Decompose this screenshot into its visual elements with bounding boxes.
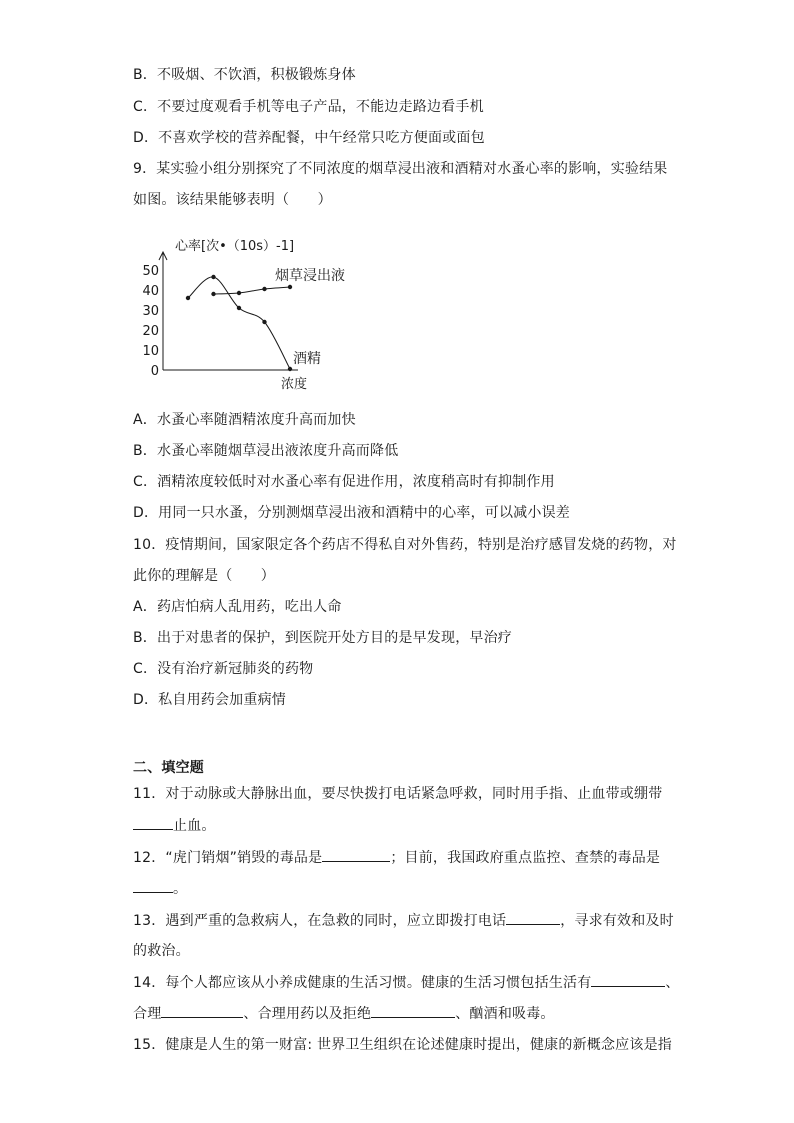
y-tick-label: 20 (142, 324, 159, 339)
data-point-alcohol (262, 320, 266, 324)
q14-blank-2[interactable] (161, 1003, 243, 1018)
q14-part2: 、 (665, 975, 680, 991)
y-tick-label: 10 (142, 344, 159, 359)
q13-line2: 的救治。 (133, 943, 190, 959)
q11-line2 (133, 815, 216, 836)
q9-option-c: C．酒精浓度较低时对水蚤心率有促进作用，浓度稍高时有抑制作用 (133, 474, 555, 490)
q9-option-a: A．水蚤心率随酒精浓度升高而加快 (133, 412, 356, 428)
q10-option-b: B．出于对患者的保护，到医院开处方目的是早发现，早治疗 (133, 630, 513, 646)
y-tick-label: 40 (142, 284, 159, 299)
q12-part2: ；目前，我国政府重点监控、查禁的毒品是 (390, 850, 661, 866)
q13-part1: 13．遇到严重的急救病人，在急救的同时，应立即拨打电话 (133, 913, 507, 929)
q10-stem-line2: 此你的理解是（ ） (133, 568, 275, 584)
q10-stem-line1: 10．疫情期间，国家限定各个药店不得私自对外售药，特别是治疗感冒发烧的药物，对 (133, 537, 677, 553)
q14-line2-part2: 、合理用药以及拒绝 (243, 1006, 372, 1022)
q14-blank-1[interactable] (591, 972, 665, 987)
data-point-alcohol (186, 296, 190, 300)
q9-stem-line2: 如图。该结果能够表明（ ） (133, 192, 332, 208)
q11-line1: 11．对于动脉或大静脉出血，要尽快拨打电话紧急呼救，同时用手指、止血带或绷带 (133, 786, 663, 802)
data-point-tobacco (288, 285, 292, 289)
q15-line1: 15．健康是人生的第一财富: 世界卫生组织在论述健康时提出，健康的新概念应该是指 (133, 1037, 672, 1053)
q14-line2-part3: 、酗酒和吸毒。 (455, 1006, 555, 1022)
q14-line2 (133, 1003, 555, 1024)
q10-option-a: A．药店怕病人乱用药，吃出人命 (133, 599, 342, 615)
q14-line1 (133, 972, 680, 993)
q12-blank-1[interactable] (322, 847, 390, 862)
q10-option-c: C．没有治疗新冠肺炎的药物 (133, 661, 314, 677)
q8-option-c: C．不要过度观看手机等电子产品，不能边走路边看手机 (133, 99, 484, 115)
q13-blank[interactable] (506, 910, 560, 925)
data-point-alcohol (211, 275, 215, 279)
q13-line1 (133, 910, 674, 931)
series-label-tobacco: 烟草浸出液 (275, 268, 345, 284)
q11-blank[interactable] (133, 815, 173, 830)
q12-part1: 12．“虎门销烟”销毁的毒品是 (133, 850, 323, 866)
data-point-tobacco (211, 292, 215, 296)
section-title-fill-blank: 二、填空题 (133, 760, 204, 776)
q9-option-b: B．水蚤心率随烟草浸出液浓度升高而降低 (133, 443, 399, 459)
data-point-alcohol (288, 367, 292, 371)
data-point-alcohol (237, 306, 241, 310)
x-axis-label: 浓度 (281, 377, 308, 392)
q12-line2-text: 。 (173, 881, 188, 897)
q11-line2-text: 止血。 (173, 818, 216, 834)
q12-blank-2[interactable] (133, 878, 173, 893)
q9-option-d: D．用同一只水蚤，分别测烟草浸出液和酒精中的心率，可以减小误差 (133, 505, 570, 521)
q12-line2 (133, 878, 187, 899)
q14-blank-3[interactable] (371, 1003, 455, 1018)
q10-option-d: D．私自用药会加重病情 (133, 692, 286, 708)
data-point-tobacco (262, 287, 266, 291)
q13-part2: ，寻求有效和及时 (560, 913, 674, 929)
data-point-tobacco (237, 291, 241, 295)
series-line-alcohol (188, 277, 290, 369)
series-label-alcohol: 酒精 (293, 351, 321, 367)
heart-rate-chart (133, 230, 393, 395)
q14-line2-part1: 合理 (133, 1006, 162, 1022)
q8-option-d: D．不喜欢学校的营养配餐，中午经常只吃方便面或面包 (133, 130, 485, 146)
q8-option-b: B．不吸烟、不饮酒，积极锻炼身体 (133, 67, 356, 83)
y-axis-label: 心率[次•（10s）-1] (175, 239, 295, 254)
q12-line1 (133, 847, 660, 868)
q9-stem-line1: 9．某实验小组分别探究了不同浓度的烟草浸出液和酒精对水蚤心率的影响，实验结果 (133, 161, 668, 177)
y-tick-label: 50 (142, 264, 159, 279)
q14-part1: 14．每个人都应该从小养成健康的生活习惯。健康的生活习惯包括生活有 (133, 975, 592, 991)
y-tick-label: 30 (142, 304, 159, 319)
y-tick-label: 0 (150, 364, 159, 379)
